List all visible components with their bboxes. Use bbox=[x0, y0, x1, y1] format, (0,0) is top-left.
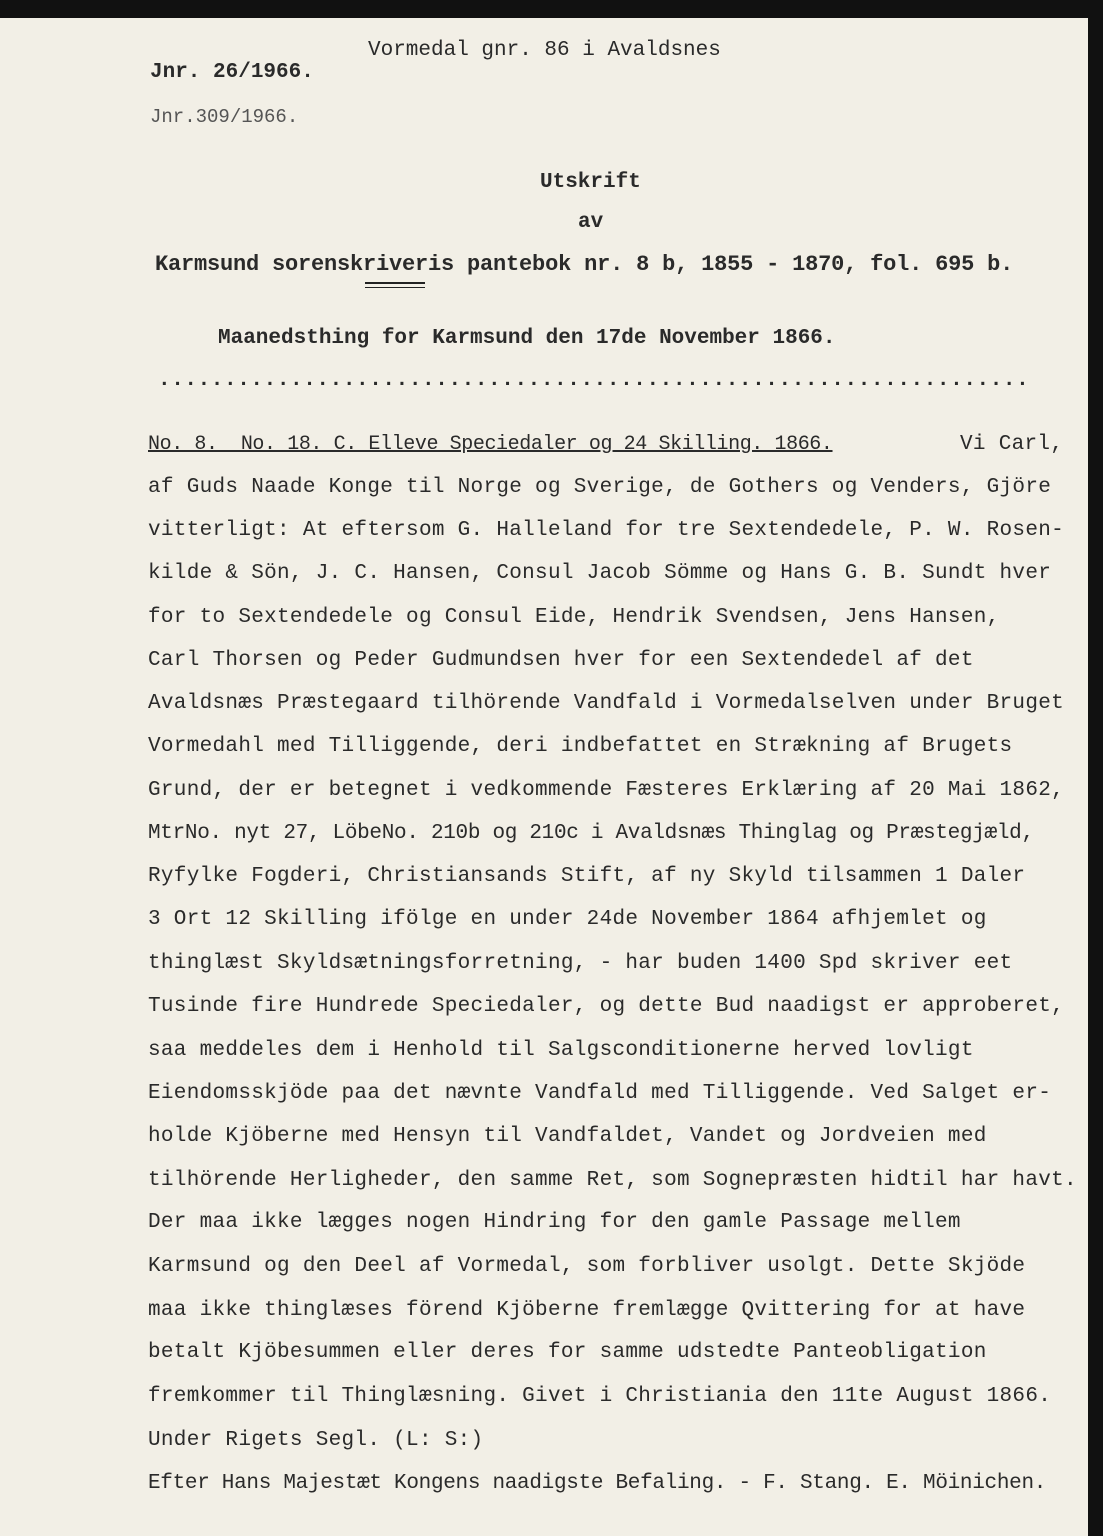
body-line: holde Kjöberne med Hensyn til Vandfaldet, Vandet og Jordveien med bbox=[148, 1125, 987, 1148]
dotted-separator: .................................................................. bbox=[158, 369, 1030, 392]
double-underline bbox=[365, 282, 425, 288]
body-line: af Guds Naade Konge til Norge og Sverige, de Gothers og Venders, Gjöre bbox=[148, 476, 1052, 499]
body-line: Carl Thorsen og Peder Gudmundsen hver for een Sextendedel af det bbox=[148, 649, 974, 672]
body-line: fremkommer til Thinglæsning. Givet i Christiania den 11te August 1866. bbox=[148, 1385, 1052, 1408]
body-line: for to Sextendedele og Consul Eide, Hendrik Svendsen, Jens Hansen, bbox=[148, 606, 1000, 629]
body-line: Der maa ikke lægges nogen Hindring for den gamle Passage mellem bbox=[148, 1211, 961, 1234]
session-heading: Maanedsthing for Karmsund den 17de November 1866. bbox=[218, 327, 836, 350]
body-line: Grund, der er betegnet i vedkommende Fæsteres Erklæring af 20 Mai 1862, bbox=[148, 779, 1065, 802]
source-reference: Karmsund sorenskriveris pantebok nr. 8 b, 1855 - 1870, fol. 695 b. bbox=[155, 252, 1014, 277]
body-line: Efter Hans Majestæt Kongens naadigste Befaling. - F. Stang. E. Möinichen. bbox=[148, 1472, 1047, 1495]
document-title-av: av bbox=[578, 211, 604, 234]
body-line: Vi Carl, bbox=[960, 433, 1064, 456]
body-line: Tusinde fire Hundrede Speciedaler, og dette Bud naadigst er approberet, bbox=[148, 995, 1065, 1018]
body-line: saa meddeles dem i Henhold til Salgsconditionerne herved lovligt bbox=[148, 1039, 974, 1062]
body-line: Avaldsnæs Præstegaard tilhörende Vandfald i Vormedalselven under Bruget bbox=[148, 692, 1065, 715]
body-line: kilde & Sön, J. C. Hansen, Consul Jacob Sömme og Hans G. B. Sundt hver bbox=[148, 562, 1052, 585]
body-line: Eiendomsskjöde paa det nævnte Vandfald med Tilliggende. Ved Salget er- bbox=[148, 1082, 1052, 1105]
body-line: vitterligt: At eftersom G. Halleland for tre Sextendedele, P. W. Rosen- bbox=[148, 519, 1065, 542]
body-line: Vormedahl med Tilliggende, deri indbefattet en Strækning af Brugets bbox=[148, 735, 1013, 758]
body-line: 3 Ort 12 Skilling ifölge en under 24de November 1864 afhjemlet og bbox=[148, 908, 987, 931]
body-line: thinglæst Skyldsætningsforretning, - har buden 1400 Spd skriver eet bbox=[148, 952, 1013, 975]
body-line: Ryfylke Fogderi, Christiansands Stift, af ny Skyld tilsammen 1 Daler bbox=[148, 865, 1026, 888]
entry-heading: No. 8. No. 18. C. Elleve Speciedaler og 24 Skilling. 1866. bbox=[148, 433, 833, 456]
journal-number-handwritten: Jnr.309/1966. bbox=[150, 106, 299, 128]
journal-number: Jnr. 26/1966. bbox=[150, 61, 314, 84]
body-line: tilhörende Herligheder, den samme Ret, som Sognepræsten hidtil har havt. bbox=[148, 1169, 1077, 1192]
body-line: betalt Kjöbesummen eller deres for samme udstedte Panteobligation bbox=[148, 1341, 987, 1364]
body-line: Under Rigets Segl. (L: S:) bbox=[148, 1429, 484, 1452]
document-title: Utskrift bbox=[540, 171, 641, 194]
body-line: MtrNo. nyt 27, LöbeNo. 210b og 210c i Avaldsnæs Thinglag og Præstegjæld, bbox=[148, 822, 1034, 845]
property-reference: Vormedal gnr. 86 i Avaldsnes bbox=[368, 39, 721, 62]
body-line: Karmsund og den Deel af Vormedal, som forbliver usolgt. Dette Skjöde bbox=[148, 1255, 1026, 1278]
body-line: maa ikke thinglæses förend Kjöberne fremlægge Qvittering for at have bbox=[148, 1299, 1026, 1322]
